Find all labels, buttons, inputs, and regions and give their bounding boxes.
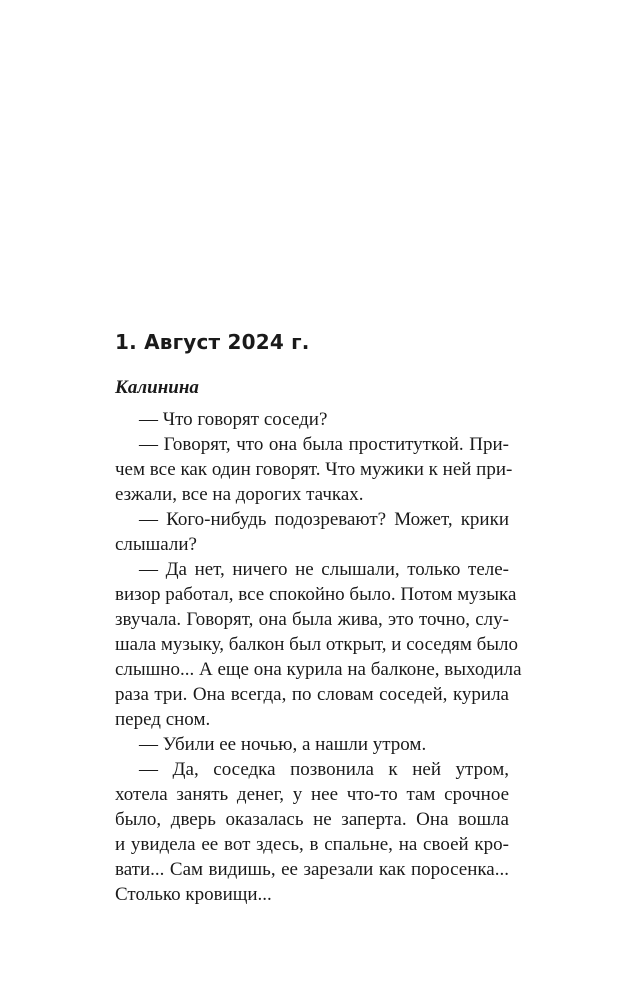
text-line: — Убили ее ночью, а нашли утром. [139,734,427,755]
text-line: и увидела ее вот здесь, в спальне, на своей кро- [115,834,509,855]
speaker-heading: Калинина [115,377,199,398]
text-line: вати... Сам видишь, ее зарезали как поросенка... [115,859,509,880]
chapter-title: 1. Август 2024 г. [115,330,310,354]
text-line: езжали, все на дорогих тачках. [115,484,364,505]
text-line: — Да нет, ничего не слышали, только теле- [139,559,509,580]
text-line: звучала. Говорят, она была жива, это точно, слу- [115,609,509,630]
text-line: было, дверь оказалась не заперта. Она вошла [115,809,509,830]
text-line: чем все как один говорят. Что мужики к ней при- [115,459,513,480]
text-line: Столько кровищи... [115,884,272,905]
text-line: раза три. Она всегда, по словам соседей, курила [115,684,509,705]
text-line: — Да, соседка позвонила к ней утром, [139,759,509,780]
text-line: слышно... А еще она курила на балконе, выходила [115,659,522,680]
text-line: перед сном. [115,709,211,730]
text-line: — Что говорят соседи? [139,409,328,430]
text-line: — Кого-нибудь подозревают? Может, крики [139,509,509,530]
text-line: слышали? [115,534,197,555]
text-line: шала музыку, балкон был открыт, и соседям было [115,634,519,655]
body-text [115,407,522,907]
text-line: хотела занять денег, у нее что-то там срочное [115,784,509,805]
text-line: — Говорят, что она была проституткой. При- [139,434,509,455]
text-line: визор работал, все спокойно было. Потом музыка [115,584,517,605]
